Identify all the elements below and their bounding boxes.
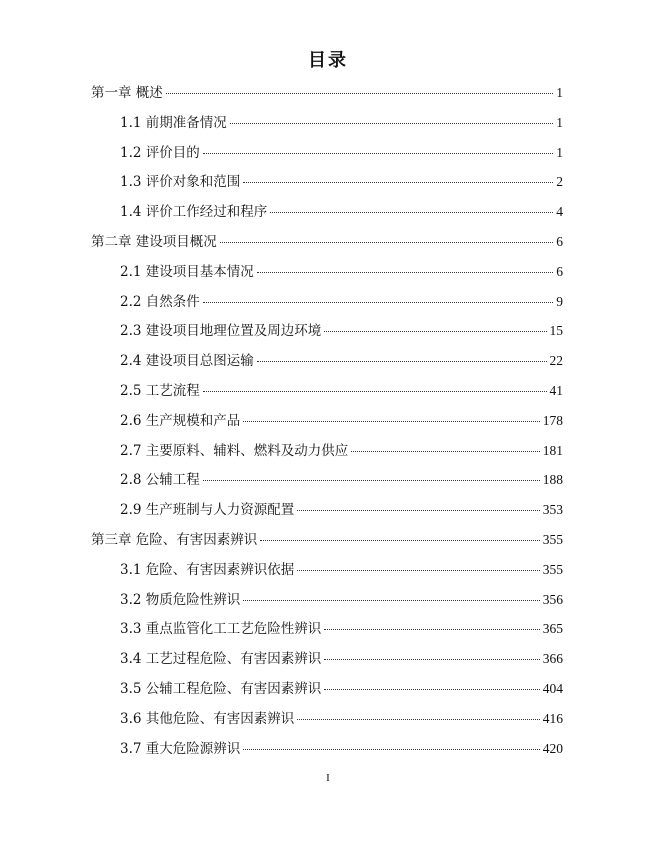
dot-leader <box>166 92 553 94</box>
toc-entry-label: 1.1 前期准备情况 <box>120 114 227 131</box>
dot-leader <box>257 271 553 273</box>
toc-entry-label: 2.6 生产规模和产品 <box>120 412 241 429</box>
toc-section-entry[interactable] <box>120 289 563 315</box>
toc-entry-page-number: 178 <box>542 412 563 428</box>
toc-entry-label: 3.4 工艺过程危险、有害因素辨识 <box>120 651 322 668</box>
page-number: I <box>326 772 330 784</box>
toc-entry-label: 第二章 建设项目概况 <box>91 234 217 250</box>
toc-entry-label: 2.8 公辅工程 <box>120 472 200 489</box>
toc-chapter-entry[interactable] <box>91 80 563 106</box>
toc-entry-page-number: 355 <box>542 561 563 577</box>
toc-entry-label: 1.2 评价目的 <box>120 144 200 161</box>
toc-section-entry[interactable] <box>120 259 563 285</box>
toc-entry-page-number: 1 <box>556 85 563 100</box>
toc-entry-page-number: 4 <box>556 204 563 220</box>
toc-section-entry[interactable] <box>120 736 563 762</box>
toc-section-entry[interactable] <box>120 646 563 672</box>
toc-entry-label: 2.3 建设项目地理位置及周边环境 <box>120 323 322 340</box>
dot-leader <box>324 628 539 630</box>
toc-chapter-entry[interactable] <box>91 527 563 553</box>
toc-section-entry[interactable] <box>120 199 563 225</box>
toc-section-entry[interactable] <box>120 110 563 136</box>
toc-section-entry[interactable] <box>120 497 563 523</box>
dot-leader <box>243 748 539 750</box>
dot-leader <box>260 539 539 541</box>
toc-section-entry[interactable] <box>120 318 563 344</box>
dot-leader <box>220 241 553 243</box>
dot-leader <box>324 330 546 332</box>
dot-leader <box>243 599 539 601</box>
toc-entry-label: 3.6 其他危险、有害因素辨识 <box>120 710 295 727</box>
dot-leader <box>270 211 553 213</box>
dot-leader <box>324 658 539 660</box>
toc-entry-page-number: 420 <box>542 740 563 756</box>
toc-entry-page-number: 416 <box>542 710 563 726</box>
toc-section-entry[interactable] <box>120 706 563 732</box>
toc-section-entry[interactable] <box>120 438 563 464</box>
toc-chapter-entry[interactable] <box>91 229 563 255</box>
toc-entry-label: 第一章 概述 <box>91 85 163 101</box>
toc-entry-page-number: 6 <box>556 234 563 249</box>
toc-entry-page-number: 9 <box>556 293 563 309</box>
toc-section-entry[interactable] <box>120 408 563 434</box>
dot-leader <box>324 688 539 690</box>
dot-leader <box>297 718 539 720</box>
dot-leader <box>230 122 553 124</box>
toc-entry-page-number: 188 <box>542 472 563 488</box>
toc-section-entry[interactable] <box>120 587 563 613</box>
toc-entry-page-number: 41 <box>549 383 563 398</box>
toc-entry-page-number: 181 <box>542 442 563 458</box>
toc-entry-page-number: 6 <box>556 263 563 279</box>
dot-leader <box>297 509 539 511</box>
toc-entry-label: 2.1 建设项目基本情况 <box>120 263 254 280</box>
toc-section-entry[interactable] <box>120 169 563 195</box>
toc-entry-page-number: 2 <box>556 174 563 190</box>
toc-entry-label: 2.4 建设项目总图运输 <box>120 353 254 370</box>
dot-leader <box>203 301 553 303</box>
toc-entry-label: 2.2 自然条件 <box>120 293 200 310</box>
dot-leader <box>243 181 553 183</box>
toc-entry-page-number: 22 <box>549 353 563 369</box>
toc-entry-page-number: 356 <box>542 591 563 607</box>
dot-leader <box>203 152 553 154</box>
toc-entry-page-number: 365 <box>542 621 563 637</box>
toc-entry-page-number: 404 <box>542 681 563 696</box>
toc-entry-label: 3.7 重大危险源辨识 <box>120 740 241 757</box>
page-title: 目录 <box>308 50 348 71</box>
toc-entry-label: 3.2 物质危险性辨识 <box>120 591 241 608</box>
toc-entry-label: 3.3 重点监管化工工艺危险性辨识 <box>120 621 322 638</box>
toc-entry-label: 第三章 危险、有害因素辨识 <box>91 532 258 548</box>
toc-section-entry[interactable] <box>120 348 563 374</box>
toc-section-entry[interactable] <box>120 616 563 642</box>
dot-leader <box>257 360 547 362</box>
toc-section-entry[interactable] <box>120 378 563 404</box>
dot-leader <box>297 569 539 571</box>
toc-entry-label: 3.1 危险、有害因素辨识依据 <box>120 561 295 578</box>
toc-entry-page-number: 355 <box>542 532 563 547</box>
toc-entry-label: 2.9 生产班制与人力资源配置 <box>120 502 295 519</box>
toc-entry-page-number: 353 <box>542 502 563 518</box>
toc-entry-label: 1.3 评价对象和范围 <box>120 174 241 191</box>
toc-entry-page-number: 366 <box>542 651 563 667</box>
toc-entry-page-number: 1 <box>556 144 563 160</box>
dot-leader <box>243 420 539 422</box>
toc-entry-label: 2.5 工艺流程 <box>120 383 200 399</box>
toc-entry-label: 3.5 公辅工程危险、有害因素辨识 <box>120 681 322 697</box>
toc-entry-page-number: 15 <box>549 323 563 339</box>
dot-leader <box>203 390 547 392</box>
toc-entry-label: 2.7 主要原料、辅料、燃料及动力供应 <box>120 442 349 459</box>
toc-entry-page-number: 1 <box>556 114 563 130</box>
toc-section-entry[interactable] <box>120 557 563 583</box>
dot-leader <box>351 450 539 452</box>
toc-section-entry[interactable] <box>120 467 563 493</box>
dot-leader <box>203 479 540 481</box>
toc-section-entry[interactable] <box>120 676 563 702</box>
toc-entry-label: 1.4 评价工作经过和程序 <box>120 204 268 221</box>
toc-section-entry[interactable] <box>120 140 563 166</box>
